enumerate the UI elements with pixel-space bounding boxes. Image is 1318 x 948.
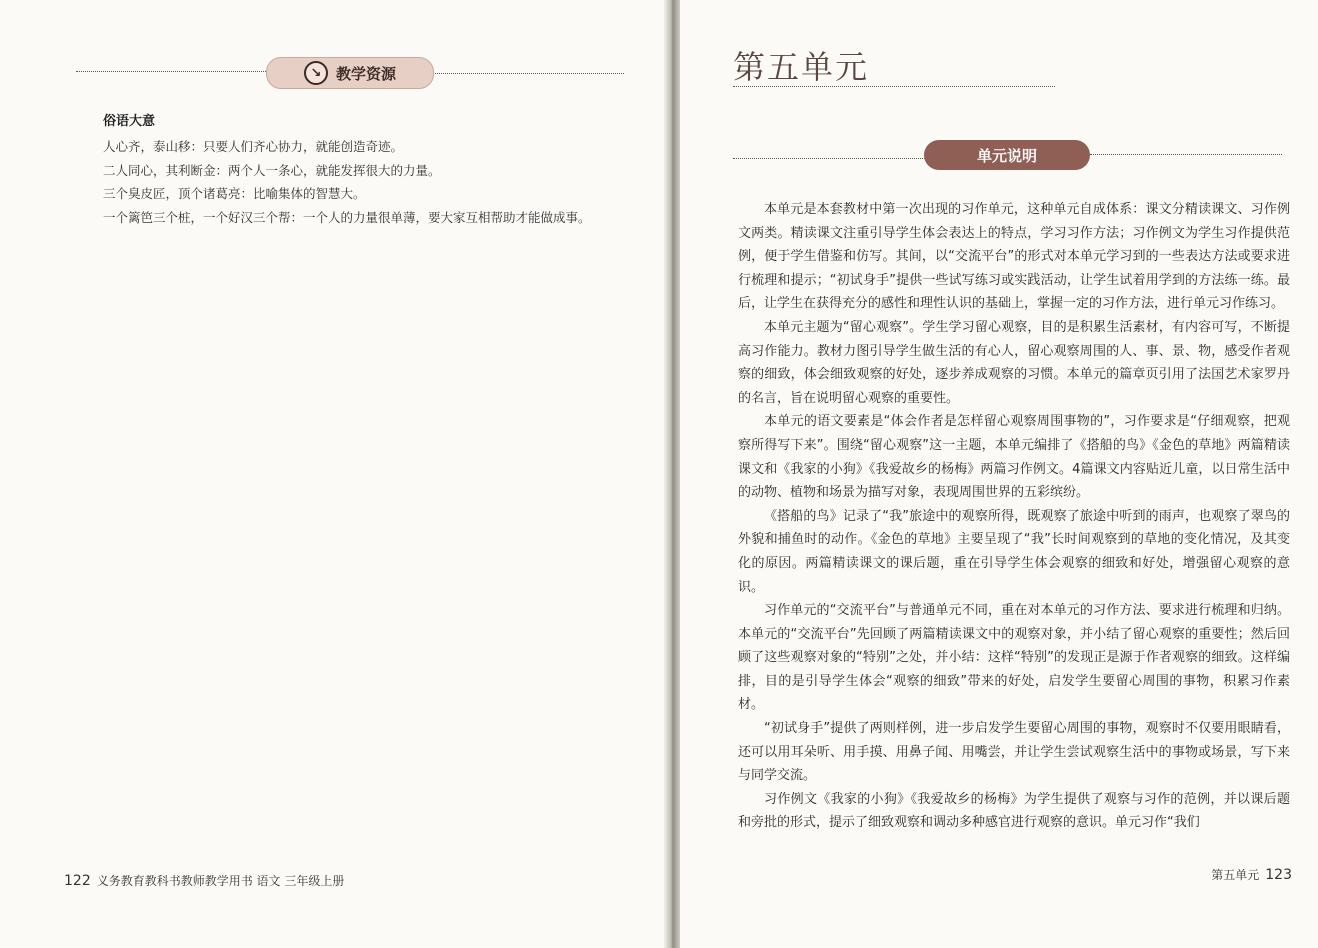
unit-description-badge bbox=[924, 140, 1090, 170]
paragraph: 《搭船的鸟》记录了“我”旅途中的观察所得，既观察了旅途中听到的雨声，也观察了翠鸟的外貌和捕鱼时的动作。《金色的草地》主要呈现了“我”长时间观察到的草地的变化情况，及其变化的原因。两篇精读课文的课后题，重在引导学生体会观察的细致和好处，增强留心观察的意识。 bbox=[738, 508, 1290, 595]
unit-description-label: 单元说明 bbox=[976, 146, 1037, 165]
right-header-rule-left bbox=[733, 158, 925, 159]
left-footer-book-title: 义务教育教科书教师教学用书 语文 三年级上册 bbox=[96, 874, 345, 888]
unit-description-text bbox=[738, 198, 1290, 835]
arrow-down-right-icon: ↘ bbox=[304, 61, 328, 85]
proverbs-heading: 俗语大意 bbox=[103, 114, 156, 129]
left-header-rule-left bbox=[76, 71, 268, 72]
paragraph: 习作单元的“交流平台”与普通单元不同，重在对本单元的习作方法、要求进行梳理和归纳。本单元的“交流平台”先回顾了两篇精读课文中的观察对象，并小结了留心观察的重要性；然后回顾了这些观察对象的“特别”之处，并小结：这样“特别”的发现正是源于作者观察的细致。这样编排，目的是引导学生体会“观察的细致”带来的好处，启发学生要留心周围的事物，积累习作素材。 bbox=[738, 603, 1290, 713]
proverb-line: 人心齐，泰山移：只要人们齐心协力，就能创造奇迹。 bbox=[103, 139, 404, 154]
proverbs-section bbox=[103, 110, 643, 229]
teaching-resources-label: 教学资源 bbox=[335, 64, 396, 83]
right-page-number: 123 bbox=[1265, 867, 1292, 883]
left-page-number: 122 bbox=[64, 873, 91, 889]
paragraph: 本单元的语文要素是“体会作者是怎样留心观察周围事物的”，习作要求是“仔细观察，把观察所得写下来”。围绕“留心观察”这一主题，本单元编排了《搭船的鸟》《金色的草地》两篇精读课文和《我家的小狗》《我爱故乡的杨梅》两篇习作例文。4篇课文内容贴近儿童，以日常生活中的动物、植物和场景为描写对象，表现周围世界的五彩缤纷。 bbox=[738, 414, 1290, 501]
proverb-line: 三个臭皮匠，顶个诸葛亮：比喻集体的智慧大。 bbox=[103, 186, 366, 201]
left-footer bbox=[64, 872, 344, 889]
paragraph: 习作例文《我家的小狗》《我爱故乡的杨梅》为学生提供了观察与习作的范例，并以课后题和旁批的形式，提示了细致观察和调动多种感官进行观察的意识。单元习作“我们 bbox=[738, 791, 1290, 831]
left-header-rule-right bbox=[432, 73, 624, 74]
paragraph: “初试身手”提供了两则样例，进一步启发学生要留心周围的事物，观察时不仅要用眼睛看，还可以用耳朵听、用手摸、用鼻子闻、用嘴尝，并让学生尝试观察生活中的事物或场景，写下来与同学交流。 bbox=[738, 721, 1290, 784]
proverb-line: 一个篱笆三个桩，一个好汉三个帮：一个人的力量很单薄，要大家互相帮助才能做成事。 bbox=[103, 209, 591, 225]
paragraph: 本单元主题为“留心观察”。学生学习留心观察，目的是积累生活素材，有内容可写，不断提高习作能力。教材力图引导学生做生活的有心人，留心观察周围的人、事、景、物，感受作者观察的细致，体会细致观察的好处，逐步养成观察的习惯。本单元的篇章页引用了法国艺术家罗丹的名言，旨在说明留心观察的重要性。 bbox=[738, 319, 1290, 406]
right-header-rule-right bbox=[1090, 154, 1282, 155]
proverb-line: 二人同心，其利断金：两个人一条心，就能发挥很大的力量。 bbox=[103, 162, 441, 178]
teaching-resources-badge bbox=[266, 57, 434, 89]
book-gutter bbox=[664, 0, 680, 948]
right-footer bbox=[1211, 866, 1292, 883]
unit-title: 第五单元 bbox=[733, 48, 870, 86]
unit-title-rule bbox=[733, 86, 1055, 87]
paragraph: 本单元是本套教材中第一次出现的习作单元，这种单元自成体系：课文分精读课文、习作例文两类。精读课文注重引导学生体会表达上的特点，学习习作方法；习作例文为学生习作提供范例，便于学生借鉴和仿写。其间，以“交流平台”的形式对本单元学习到的一些表达方法或要求进行梳理和提示；“初试身手”提供一些试写练习或实践活动，让学生试着用学到的方法练一练。最后，让学生在获得充分的感性和理性认识的基础上，掌握一定的习作方法，进行单元习作练习。 bbox=[738, 202, 1290, 312]
right-footer-unit-label: 第五单元 bbox=[1211, 868, 1260, 882]
